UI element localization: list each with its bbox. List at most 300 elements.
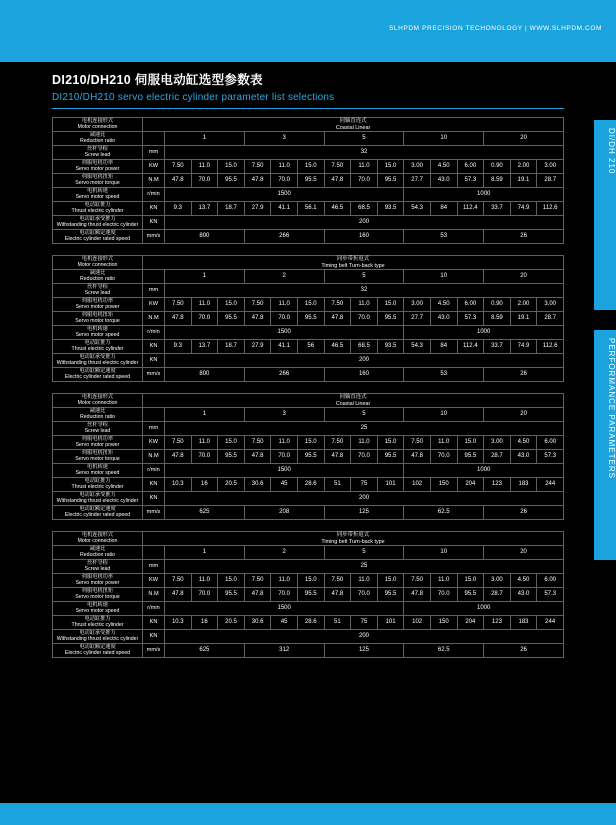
table-row xyxy=(53,270,564,284)
power-cell: 3.00 xyxy=(484,574,511,588)
row-label-rated-speed: 电动缸额定速度 Electric cylinder rated speed xyxy=(53,368,143,382)
thrust-cell: 183 xyxy=(510,478,537,492)
row-label-thrust: 电动缸推力 Thrust electric cylinder xyxy=(53,616,143,630)
power-cell: 11.0 xyxy=(271,436,298,450)
unit-cell: N.M xyxy=(143,450,165,464)
unit-cell: mm/s xyxy=(143,644,165,658)
unit-cell: KN xyxy=(143,492,165,506)
withstanding-value: 200 xyxy=(165,216,564,230)
rated-speed-cell: 625 xyxy=(165,506,245,520)
rated-speed-cell: 125 xyxy=(324,506,404,520)
power-cell: 6.00 xyxy=(537,436,564,450)
power-cell: 15.0 xyxy=(457,574,484,588)
power-cell: 3.00 xyxy=(404,298,431,312)
torque-cell: 43.0 xyxy=(430,174,457,188)
thrust-cell: 18.7 xyxy=(218,340,245,354)
rated-speed-cell: 800 xyxy=(165,368,245,382)
unit-cell xyxy=(143,546,165,560)
thrust-cell: 244 xyxy=(537,478,564,492)
torque-cell: 19.1 xyxy=(510,312,537,326)
row-label-rated-speed: 电动缸额定速度 Electric cylinder rated speed xyxy=(53,230,143,244)
power-cell: 2.00 xyxy=(510,298,537,312)
rated-speed-cell: 125 xyxy=(324,644,404,658)
unit-cell: KN xyxy=(143,616,165,630)
content-area xyxy=(52,70,564,669)
rated-speed-cell: 62.5 xyxy=(404,644,484,658)
unit-cell: r/min xyxy=(143,326,165,340)
side-tab-performance-label: PERFORMANCE PARAMETERS xyxy=(607,338,616,479)
unit-cell: N.M xyxy=(143,174,165,188)
torque-cell: 47.8 xyxy=(404,450,431,464)
thrust-cell: 112.4 xyxy=(457,202,484,216)
row-label-motor-connection: 电机连接形式 Motor connection xyxy=(53,256,143,270)
row-label-rated-speed: 电动缸额定速度 Electric cylinder rated speed xyxy=(53,506,143,520)
rated-speed-cell: 208 xyxy=(244,506,324,520)
torque-cell: 95.5 xyxy=(377,174,404,188)
row-label-rated-speed: 电动缸额定速度 Electric cylinder rated speed xyxy=(53,644,143,658)
thrust-cell: 54.3 xyxy=(404,202,431,216)
thrust-cell: 20.5 xyxy=(218,616,245,630)
page-title xyxy=(52,70,564,109)
rated-speed-cell: 800 xyxy=(165,230,245,244)
thrust-cell: 74.9 xyxy=(510,202,537,216)
rated-speed-cell: 160 xyxy=(324,368,404,382)
table-row xyxy=(53,616,564,630)
thrust-cell: 45 xyxy=(271,478,298,492)
unit-cell: mm xyxy=(143,284,165,298)
torque-cell: 95.5 xyxy=(218,588,245,602)
torque-cell: 43.0 xyxy=(510,588,537,602)
power-cell: 15.0 xyxy=(218,574,245,588)
ratio-cell: 10 xyxy=(404,270,484,284)
torque-cell: 19.1 xyxy=(510,174,537,188)
unit-cell: KN xyxy=(143,202,165,216)
thrust-cell: 74.9 xyxy=(510,340,537,354)
power-cell: 4.50 xyxy=(430,160,457,174)
torque-cell: 57.3 xyxy=(537,588,564,602)
thrust-cell: 204 xyxy=(457,616,484,630)
torque-cell: 57.3 xyxy=(457,174,484,188)
torque-cell: 95.5 xyxy=(297,174,324,188)
torque-cell: 95.5 xyxy=(297,312,324,326)
power-cell: 15.0 xyxy=(297,436,324,450)
table-row xyxy=(53,394,564,408)
torque-cell: 95.5 xyxy=(218,174,245,188)
row-label-motor-connection: 电机连接形式 Motor connection xyxy=(53,394,143,408)
power-cell: 4.50 xyxy=(510,436,537,450)
thrust-cell: 45 xyxy=(271,616,298,630)
connection-type-header: 同步带折返式 Timing belt Turn-back type xyxy=(143,532,564,546)
torque-cell: 47.8 xyxy=(165,312,192,326)
unit-cell: N.M xyxy=(143,312,165,326)
connection-type-header: 同步带折返式 Timing belt Turn-back type xyxy=(143,256,564,270)
table-row xyxy=(53,146,564,160)
power-cell: 3.00 xyxy=(537,298,564,312)
unit-cell: KN xyxy=(143,354,165,368)
unit-cell: r/min xyxy=(143,602,165,616)
rated-speed-cell: 53 xyxy=(404,230,484,244)
power-cell: 15.0 xyxy=(377,574,404,588)
thrust-cell: 9.3 xyxy=(165,202,192,216)
rated-speed-cell: 26 xyxy=(484,368,564,382)
table-row xyxy=(53,202,564,216)
row-label-motor-speed: 电机转速 Servo motor speed xyxy=(53,188,143,202)
bottom-banner xyxy=(0,803,616,825)
motor-speed-left: 1500 xyxy=(165,602,404,616)
ratio-cell: 20 xyxy=(484,270,564,284)
ratio-cell: 1 xyxy=(165,546,245,560)
rated-speed-cell: 26 xyxy=(484,506,564,520)
screw-lead-value: 25 xyxy=(165,422,564,436)
unit-cell: mm xyxy=(143,422,165,436)
rated-speed-cell: 266 xyxy=(244,230,324,244)
thrust-cell: 30.6 xyxy=(244,478,271,492)
withstanding-value: 200 xyxy=(165,492,564,506)
power-cell: 2.00 xyxy=(510,160,537,174)
unit-cell: KN xyxy=(143,216,165,230)
row-label-motor-power: 伺服电机功率 Servo motor power xyxy=(53,574,143,588)
power-cell: 15.0 xyxy=(297,574,324,588)
withstanding-value: 200 xyxy=(165,630,564,644)
power-cell: 15.0 xyxy=(297,160,324,174)
power-cell: 7.50 xyxy=(404,436,431,450)
torque-cell: 43.0 xyxy=(510,450,537,464)
torque-cell: 43.0 xyxy=(430,312,457,326)
torque-cell: 47.8 xyxy=(324,588,351,602)
thrust-cell: 84 xyxy=(430,340,457,354)
thrust-cell: 13.7 xyxy=(191,202,218,216)
thrust-cell: 75 xyxy=(351,478,378,492)
rated-speed-cell: 266 xyxy=(244,368,324,382)
power-cell: 11.0 xyxy=(430,436,457,450)
row-label-motor-power: 伺服电机功率 Servo motor power xyxy=(53,298,143,312)
power-cell: 3.00 xyxy=(484,436,511,450)
motor-speed-right: 1000 xyxy=(404,188,564,202)
unit-cell: mm/s xyxy=(143,230,165,244)
thrust-cell: 112.6 xyxy=(537,202,564,216)
screw-lead-value: 25 xyxy=(165,560,564,574)
power-cell: 0.90 xyxy=(484,160,511,174)
row-label-motor-torque: 伺服电机扭矩 Servo motor torque xyxy=(53,450,143,464)
power-cell: 11.0 xyxy=(351,574,378,588)
table-row xyxy=(53,602,564,616)
power-cell: 11.0 xyxy=(351,298,378,312)
power-cell: 11.0 xyxy=(191,436,218,450)
unit-cell: mm xyxy=(143,146,165,160)
power-cell: 3.00 xyxy=(404,160,431,174)
ratio-cell: 3 xyxy=(244,132,324,146)
unit-cell: N.M xyxy=(143,588,165,602)
torque-cell: 70.0 xyxy=(351,174,378,188)
spec-table xyxy=(52,255,564,382)
connection-type-header: 同轴直连式 Coaxial Linear xyxy=(143,118,564,132)
row-label-motor-power: 伺服电机功率 Servo motor power xyxy=(53,160,143,174)
power-cell: 7.50 xyxy=(165,160,192,174)
power-cell: 11.0 xyxy=(191,574,218,588)
thrust-cell: 28.6 xyxy=(297,616,324,630)
table-row xyxy=(53,506,564,520)
torque-cell: 70.0 xyxy=(191,588,218,602)
torque-cell: 70.0 xyxy=(351,312,378,326)
row-label-reduction-ratio: 减速比 Reduction ratio xyxy=(53,270,143,284)
power-cell: 15.0 xyxy=(377,298,404,312)
side-tab-performance xyxy=(594,330,616,560)
thrust-cell: 183 xyxy=(510,616,537,630)
thrust-cell: 56 xyxy=(297,340,324,354)
title-divider xyxy=(52,108,564,109)
table-row xyxy=(53,216,564,230)
table-row xyxy=(53,132,564,146)
torque-cell: 47.8 xyxy=(165,588,192,602)
power-cell: 7.50 xyxy=(324,574,351,588)
power-cell: 6.00 xyxy=(457,298,484,312)
torque-cell: 47.8 xyxy=(404,588,431,602)
power-cell: 11.0 xyxy=(191,298,218,312)
rated-speed-cell: 53 xyxy=(404,368,484,382)
power-cell: 11.0 xyxy=(191,160,218,174)
row-label-screw-lead: 丝杆导程 Screw lead xyxy=(53,284,143,298)
table-row xyxy=(53,532,564,546)
thrust-cell: 68.5 xyxy=(351,340,378,354)
thrust-cell: 150 xyxy=(430,478,457,492)
row-label-reduction-ratio: 减速比 Reduction ratio xyxy=(53,408,143,422)
thrust-cell: 112.4 xyxy=(457,340,484,354)
row-label-screw-lead: 丝杆导程 Screw lead xyxy=(53,146,143,160)
ratio-cell: 10 xyxy=(404,546,484,560)
thrust-cell: 101 xyxy=(377,478,404,492)
power-cell: 15.0 xyxy=(297,298,324,312)
power-cell: 4.50 xyxy=(430,298,457,312)
table-row xyxy=(53,560,564,574)
torque-cell: 95.5 xyxy=(377,588,404,602)
torque-cell: 27.7 xyxy=(404,174,431,188)
row-label-motor-torque: 伺服电机扭矩 Servo motor torque xyxy=(53,312,143,326)
motor-speed-right: 1000 xyxy=(404,602,564,616)
thrust-cell: 102 xyxy=(404,616,431,630)
row-label-motor-connection: 电机连接形式 Motor connection xyxy=(53,532,143,546)
row-label-reduction-ratio: 减速比 Reduction ratio xyxy=(53,132,143,146)
power-cell: 7.50 xyxy=(324,298,351,312)
thrust-cell: 75 xyxy=(351,616,378,630)
thrust-cell: 56.1 xyxy=(297,202,324,216)
torque-cell: 47.8 xyxy=(324,450,351,464)
thrust-cell: 33.7 xyxy=(484,202,511,216)
table-row xyxy=(53,368,564,382)
torque-cell: 47.8 xyxy=(324,312,351,326)
table-row xyxy=(53,436,564,450)
thrust-cell: 46.5 xyxy=(324,340,351,354)
thrust-cell: 102 xyxy=(404,478,431,492)
table-row xyxy=(53,326,564,340)
unit-cell: KN xyxy=(143,630,165,644)
torque-cell: 95.5 xyxy=(457,450,484,464)
screw-lead-value: 32 xyxy=(165,284,564,298)
torque-cell: 27.7 xyxy=(404,312,431,326)
row-label-withstanding: 电动缸承受推力 Withstanding thrust electric cylinder xyxy=(53,492,143,506)
table-row xyxy=(53,492,564,506)
ratio-cell: 20 xyxy=(484,408,564,422)
ratio-cell: 5 xyxy=(324,546,404,560)
torque-cell: 95.5 xyxy=(218,312,245,326)
row-label-thrust: 电动缸推力 Thrust electric cylinder xyxy=(53,478,143,492)
thrust-cell: 13.7 xyxy=(191,340,218,354)
side-tab-model-label: DI/DH 210 xyxy=(607,128,616,175)
table-row xyxy=(53,340,564,354)
torque-cell: 95.5 xyxy=(218,450,245,464)
power-cell: 11.0 xyxy=(271,160,298,174)
torque-cell: 47.8 xyxy=(244,174,271,188)
spec-table xyxy=(52,393,564,520)
power-cell: 0.90 xyxy=(484,298,511,312)
thrust-cell: 123 xyxy=(484,616,511,630)
power-cell: 15.0 xyxy=(218,160,245,174)
thrust-cell: 28.6 xyxy=(297,478,324,492)
row-label-motor-power: 伺服电机功率 Servo motor power xyxy=(53,436,143,450)
power-cell: 4.50 xyxy=(510,574,537,588)
side-tab-model xyxy=(594,120,616,310)
row-label-motor-speed: 电机转速 Servo motor speed xyxy=(53,602,143,616)
table-row xyxy=(53,160,564,174)
unit-cell: r/min xyxy=(143,188,165,202)
power-cell: 7.50 xyxy=(244,298,271,312)
table-row xyxy=(53,118,564,132)
torque-cell: 47.8 xyxy=(244,450,271,464)
thrust-cell: 27.9 xyxy=(244,340,271,354)
thrust-cell: 33.7 xyxy=(484,340,511,354)
torque-cell: 70.0 xyxy=(430,588,457,602)
torque-cell: 47.8 xyxy=(165,450,192,464)
table-row xyxy=(53,546,564,560)
power-cell: 15.0 xyxy=(218,436,245,450)
table-row xyxy=(53,256,564,270)
thrust-cell: 93.5 xyxy=(377,202,404,216)
ratio-cell: 1 xyxy=(165,270,245,284)
table-row xyxy=(53,284,564,298)
thrust-cell: 16 xyxy=(191,478,218,492)
rated-speed-cell: 625 xyxy=(165,644,245,658)
thrust-cell: 51 xyxy=(324,478,351,492)
torque-cell: 95.5 xyxy=(297,588,324,602)
thrust-cell: 150 xyxy=(430,616,457,630)
torque-cell: 70.0 xyxy=(351,450,378,464)
power-cell: 15.0 xyxy=(377,436,404,450)
unit-cell xyxy=(143,132,165,146)
torque-cell: 70.0 xyxy=(271,450,298,464)
table-row xyxy=(53,478,564,492)
table-row xyxy=(53,588,564,602)
table-row xyxy=(53,450,564,464)
torque-cell: 70.0 xyxy=(191,312,218,326)
ratio-cell: 10 xyxy=(404,408,484,422)
power-cell: 15.0 xyxy=(457,436,484,450)
power-cell: 6.00 xyxy=(457,160,484,174)
spec-tables-host xyxy=(52,117,564,658)
torque-cell: 8.59 xyxy=(484,174,511,188)
power-cell: 11.0 xyxy=(351,436,378,450)
thrust-cell: 41.1 xyxy=(271,340,298,354)
torque-cell: 47.8 xyxy=(244,588,271,602)
unit-cell: mm/s xyxy=(143,506,165,520)
ratio-cell: 2 xyxy=(244,546,324,560)
table-row xyxy=(53,422,564,436)
torque-cell: 95.5 xyxy=(457,588,484,602)
torque-cell: 70.0 xyxy=(191,174,218,188)
thrust-cell: 46.5 xyxy=(324,202,351,216)
unit-cell: mm/s xyxy=(143,368,165,382)
unit-cell xyxy=(143,270,165,284)
row-label-thrust: 电动缸推力 Thrust electric cylinder xyxy=(53,202,143,216)
power-cell: 15.0 xyxy=(377,160,404,174)
power-cell: 11.0 xyxy=(271,574,298,588)
power-cell: 7.50 xyxy=(324,436,351,450)
unit-cell: KN xyxy=(143,340,165,354)
row-label-withstanding: 电动缸承受推力 Withstanding thrust electric cylinder xyxy=(53,354,143,368)
table-row xyxy=(53,174,564,188)
spec-table xyxy=(52,117,564,244)
top-banner xyxy=(0,0,616,62)
motor-speed-right: 1000 xyxy=(404,464,564,478)
thrust-cell: 244 xyxy=(537,616,564,630)
row-label-motor-torque: 伺服电机扭矩 Servo motor torque xyxy=(53,174,143,188)
ratio-cell: 3 xyxy=(244,408,324,422)
unit-cell: KN xyxy=(143,478,165,492)
unit-cell: r/min xyxy=(143,464,165,478)
ratio-cell: 2 xyxy=(244,270,324,284)
table-row xyxy=(53,298,564,312)
power-cell: 7.50 xyxy=(244,160,271,174)
ratio-cell: 1 xyxy=(165,408,245,422)
torque-cell: 70.0 xyxy=(271,588,298,602)
table-row xyxy=(53,188,564,202)
ratio-cell: 5 xyxy=(324,408,404,422)
unit-cell xyxy=(143,408,165,422)
thrust-cell: 51 xyxy=(324,616,351,630)
motor-speed-left: 1500 xyxy=(165,464,404,478)
screw-lead-value: 32 xyxy=(165,146,564,160)
row-label-withstanding: 电动缸承受推力 Withstanding thrust electric cylinder xyxy=(53,630,143,644)
power-cell: 11.0 xyxy=(271,298,298,312)
rated-speed-cell: 160 xyxy=(324,230,404,244)
power-cell: 3.00 xyxy=(537,160,564,174)
motor-speed-left: 1500 xyxy=(165,326,404,340)
torque-cell: 28.7 xyxy=(484,588,511,602)
power-cell: 7.50 xyxy=(165,436,192,450)
torque-cell: 70.0 xyxy=(430,450,457,464)
ratio-cell: 5 xyxy=(324,270,404,284)
unit-cell: KW xyxy=(143,160,165,174)
torque-cell: 95.5 xyxy=(297,450,324,464)
thrust-cell: 18.7 xyxy=(218,202,245,216)
unit-cell: mm xyxy=(143,560,165,574)
ratio-cell: 10 xyxy=(404,132,484,146)
torque-cell: 70.0 xyxy=(271,312,298,326)
row-label-reduction-ratio: 减速比 Reduction ratio xyxy=(53,546,143,560)
row-label-motor-connection: 电机连接形式 Motor connection xyxy=(53,118,143,132)
power-cell: 15.0 xyxy=(218,298,245,312)
title-en: DI210/DH210 servo electric cylinder parameter list selections xyxy=(52,92,335,103)
row-label-motor-speed: 电机转速 Servo motor speed xyxy=(53,464,143,478)
thrust-cell: 16 xyxy=(191,616,218,630)
row-label-thrust: 电动缸推力 Thrust electric cylinder xyxy=(53,340,143,354)
thrust-cell: 101 xyxy=(377,616,404,630)
rated-speed-cell: 312 xyxy=(244,644,324,658)
torque-cell: 28.7 xyxy=(484,450,511,464)
torque-cell: 28.7 xyxy=(537,312,564,326)
torque-cell: 70.0 xyxy=(191,450,218,464)
torque-cell: 95.5 xyxy=(377,450,404,464)
row-label-screw-lead: 丝杆导程 Screw lead xyxy=(53,422,143,436)
torque-cell: 47.8 xyxy=(244,312,271,326)
